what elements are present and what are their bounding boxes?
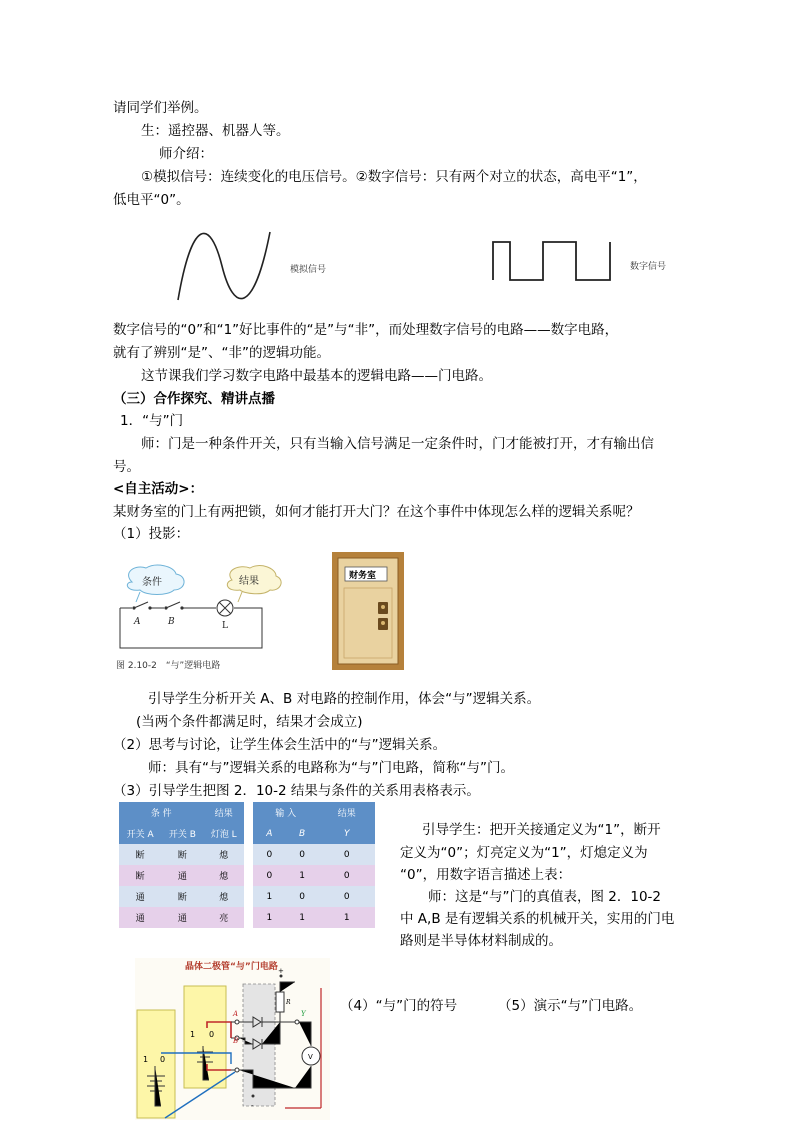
text-line: （2）思考与讨论，让学生体会生活中的“与”逻辑关系。	[113, 737, 447, 753]
result-label: 结果	[239, 576, 259, 587]
subsection-heading: 1．“与”门	[120, 413, 184, 429]
text-line: (当两个条件都满足时，结果才会成立)	[136, 714, 363, 730]
table-cell: 通	[135, 914, 145, 924]
text-line: 师：门是一种条件开关，只有当输入信号满足一定条件时，门才能被打开，才有输出信	[141, 436, 654, 452]
table-cell: 1	[299, 912, 305, 923]
minus-sign: -	[251, 1102, 254, 1110]
table-row	[253, 844, 375, 865]
table-cell: 亮	[219, 914, 229, 924]
switch-b-zero: 0	[160, 1055, 166, 1064]
resistor-label: R	[286, 999, 291, 1006]
lamp-label: L	[222, 621, 228, 631]
text-line: （4）“与”门的符号	[340, 998, 458, 1014]
switch-a-zero: 0	[209, 1030, 215, 1039]
text-line: 师：具有“与”逻辑关系的电路称为“与”门电路，简称“与”门。	[148, 760, 514, 776]
text-line: 请同学们举例。	[113, 100, 208, 116]
table-cell: 0	[299, 891, 305, 902]
text-line: （3）引导学生把图 2．10-2 结果与条件的关系用表格表示。	[113, 783, 480, 799]
table-row	[119, 865, 244, 886]
text-line: （5）演示“与”门电路。	[498, 998, 643, 1014]
plus-sign: +	[278, 967, 284, 975]
text-line: 引导学生：把开关接通定义为“1”，断开	[422, 822, 661, 838]
text-line: 生：遥控器、机器人等。	[141, 123, 290, 139]
table-cell: 0	[343, 849, 350, 860]
digital-label: 数字信号	[630, 262, 667, 272]
column-header: Y	[343, 828, 350, 839]
analog-signal-figure	[170, 228, 370, 308]
text-line: “0”，用数字语言描述上表：	[400, 867, 572, 883]
column-header: 开关 A	[126, 830, 154, 840]
door-sign: 财务室	[349, 571, 377, 581]
column-header: 开关 B	[168, 830, 196, 840]
switch-a-label: A	[134, 617, 141, 627]
input-a-label: A	[233, 1010, 239, 1018]
table-cell: 1	[299, 870, 305, 881]
table-cell: 熄	[219, 872, 229, 882]
table-header: 结果	[214, 809, 233, 819]
switch-a-one: 1	[190, 1030, 196, 1039]
text-line: 就有了辨别“是”、“非”的逻辑功能。	[113, 345, 330, 361]
table-cell: 1	[266, 891, 273, 902]
text-line: 数字信号的“0”和“1”好比事件的“是”与“非”，而处理数字信号的电路——数字电路，	[113, 322, 619, 338]
text-line: 师介绍：	[159, 146, 213, 162]
switch-b-one: 1	[143, 1055, 149, 1064]
table-cell: 0	[299, 849, 305, 860]
diode-and-gate-figure	[135, 958, 330, 1120]
table-header: 结果	[337, 809, 356, 819]
text-line: 引导学生分析开关 A、B 对电路的控制作用，体会“与”逻辑关系。	[148, 691, 541, 707]
text-line: 师：这是“与”门的真值表，图 2．10-2	[428, 889, 662, 905]
switch-b-label: B	[168, 617, 175, 627]
table-row	[119, 844, 244, 865]
table-row	[253, 886, 375, 907]
figure-caption: 图 2.10-2 “与”逻辑电路	[116, 661, 221, 671]
table-cell: 断	[177, 893, 187, 903]
table-cell: 0	[343, 891, 350, 902]
table-header: 条 件	[150, 809, 172, 819]
output-y-label: Y	[301, 1010, 306, 1018]
digital-signal-figure	[488, 236, 688, 286]
section-heading: （三）合作探究、精讲点播	[113, 391, 275, 407]
condition-result-table	[119, 802, 244, 928]
table-row	[119, 907, 244, 928]
text-line: 号。	[113, 459, 140, 475]
table-header: 输 入	[275, 809, 297, 819]
condition-label: 条件	[142, 577, 162, 588]
text-line: 某财务室的门上有两把锁，如何才能打开大门？在这个事件中体现怎么样的逻辑关系呢？	[113, 504, 640, 520]
table-cell: 熄	[219, 851, 229, 861]
table-cell: 通	[135, 893, 145, 903]
table-cell: 1	[343, 912, 350, 923]
and-logic-circuit-figure	[112, 562, 287, 674]
truth-table	[253, 802, 375, 928]
table-cell: 1	[266, 912, 273, 923]
table-row	[119, 886, 244, 907]
table-row	[253, 865, 375, 886]
text-line: 中 A,B 是有逻辑关系的机械开关，实用的门电	[400, 911, 675, 927]
text-line: （1）投影：	[113, 526, 190, 542]
table-cell: 0	[343, 870, 350, 881]
table-cell: 熄	[219, 893, 229, 903]
column-header: B	[298, 828, 306, 839]
input-b-label: B	[233, 1037, 239, 1045]
table-cell: 0	[266, 849, 273, 860]
column-header: A	[266, 828, 273, 839]
table-cell: 0	[266, 870, 273, 881]
text-line: 这节课我们学习数字电路中最基本的逻辑电路——门电路。	[141, 368, 492, 384]
activity-heading: <自主活动>：	[113, 481, 204, 497]
table-cell: 断	[135, 872, 145, 882]
diode-figure-title: 晶体二极管“与”门电路	[185, 962, 278, 972]
table-cell: 断	[177, 851, 187, 861]
finance-door-image	[332, 552, 404, 670]
column-header: 灯泡 L	[210, 830, 237, 840]
table-cell: 通	[177, 872, 187, 882]
resistor	[276, 992, 284, 1012]
text-line: 低电平“0”。	[113, 192, 190, 208]
table-cell: 通	[177, 914, 187, 924]
text-line: 定义为“0”；灯亮定义为“1”，灯熄定义为	[400, 845, 648, 861]
table-cell: 断	[135, 851, 145, 861]
text-line: 路则是半导体材料制成的。	[400, 933, 562, 949]
analog-label: 模拟信号	[290, 265, 327, 275]
voltmeter-label: V	[308, 1053, 313, 1061]
text-line: ①模拟信号：连续变化的电压信号。②数字信号：只有两个对立的状态，高电平“1”，	[141, 169, 647, 185]
table-row	[253, 907, 375, 928]
